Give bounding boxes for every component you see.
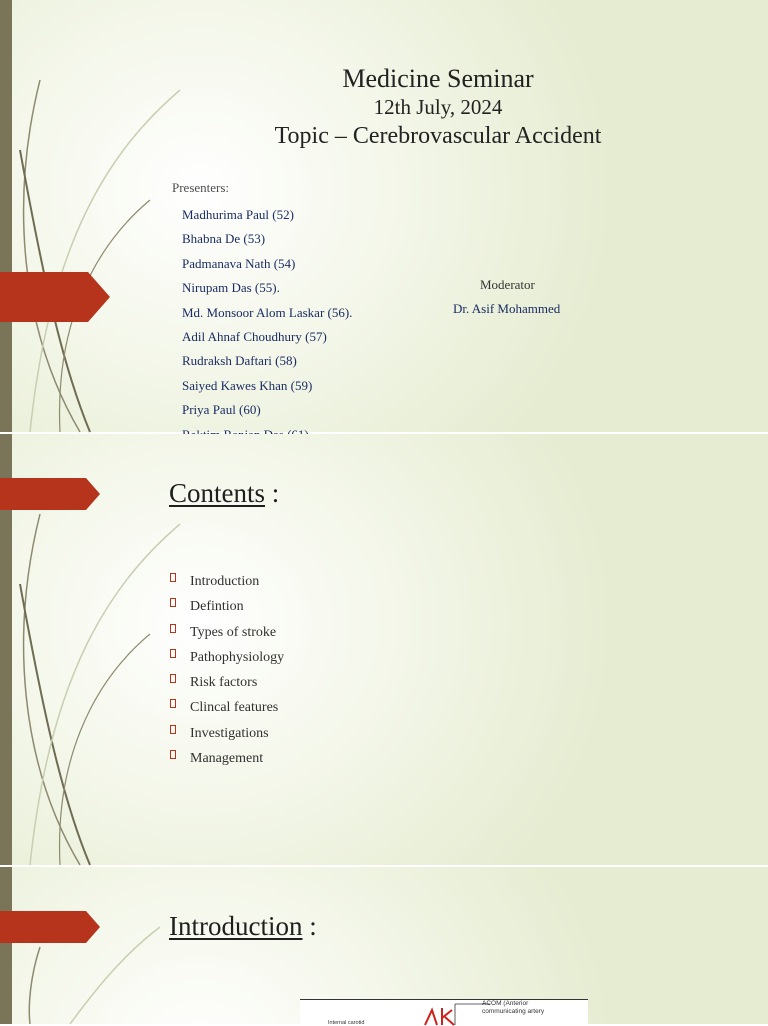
contents-item — [170, 620, 284, 645]
square-bullet-icon — [170, 750, 176, 759]
square-bullet-icon — [170, 573, 176, 582]
presenters-label: Presenters: — [172, 180, 230, 195]
accent-arrow-tab — [0, 478, 100, 510]
contents-item — [170, 746, 284, 771]
contents-item — [170, 569, 284, 594]
heading-colon: : — [302, 911, 317, 941]
presenter-item: Rudraksh Daftari (58) — [182, 353, 297, 369]
moderator-label: Moderator — [480, 277, 535, 292]
slide-title-text: Medicine Seminar — [342, 64, 534, 93]
presenter-item: Priya Paul (60) — [182, 402, 261, 418]
contents-item — [170, 670, 284, 695]
presenter-item: Madhurima Paul (52) — [182, 207, 294, 222]
contents-heading — [169, 478, 279, 509]
seminar-topic: Topic – Cerebrovascular Accident — [274, 123, 602, 149]
presenter-item: Bhabna De (53) — [182, 231, 266, 247]
title-block — [240, 64, 636, 152]
contents-heading-text: Contents — [169, 478, 266, 508]
diagram-label-internal-carotid: Internal carotid — [328, 1020, 365, 1026]
accent-arrow-tab — [0, 911, 100, 943]
square-bullet-icon — [170, 649, 176, 658]
contents-list — [170, 569, 284, 771]
introduction-heading — [169, 911, 317, 942]
contents-item — [170, 594, 284, 619]
slide-title — [0, 0, 768, 432]
moderator-name: Dr. Asif Mohammed — [453, 301, 561, 316]
contents-item-label: Investigations — [190, 725, 269, 741]
accent-arrow-tab — [0, 272, 110, 322]
contents-item — [170, 645, 284, 670]
contents-item-label: Types of stroke — [190, 624, 277, 640]
introduction-heading-text: Introduction — [169, 911, 303, 941]
presenter-item: Nirupam Das (55). — [182, 280, 280, 296]
decorative-swoosh — [0, 0, 200, 432]
presenter-list — [182, 203, 352, 447]
seminar-date: 12th July, 2024 — [373, 95, 503, 119]
slide-contents — [0, 434, 768, 865]
artery-diagram-image — [300, 999, 588, 1024]
slide-introduction — [0, 867, 768, 1024]
contents-item-label: Clincal features — [190, 700, 279, 716]
contents-item — [170, 721, 284, 746]
square-bullet-icon — [170, 598, 176, 607]
presenter-item: Saiyed Kawes Khan (59) — [182, 377, 313, 393]
square-bullet-icon — [170, 725, 176, 734]
contents-item-label: Introduction — [190, 574, 260, 589]
square-bullet-icon — [170, 699, 176, 708]
contents-item — [170, 695, 284, 720]
contents-item-label: Pathophysiology — [190, 649, 285, 665]
presenter-item: Padmanava Nath (54) — [182, 255, 296, 271]
presenter-item: Md. Monsoor Alom Laskar (56). — [182, 304, 353, 320]
square-bullet-icon — [170, 624, 176, 633]
contents-item-label: Risk factors — [190, 675, 258, 691]
presenter-item: Adil Ahnaf Choudhury (57) — [182, 329, 327, 345]
square-bullet-icon — [170, 674, 176, 683]
contents-item-label: Defintion — [190, 599, 244, 615]
diagram-label-acom: ACOM (Anterior communicating artery — [482, 1000, 545, 1015]
contents-item-label: Management — [190, 751, 264, 767]
decorative-swoosh — [0, 867, 200, 1024]
heading-colon: : — [265, 478, 280, 508]
